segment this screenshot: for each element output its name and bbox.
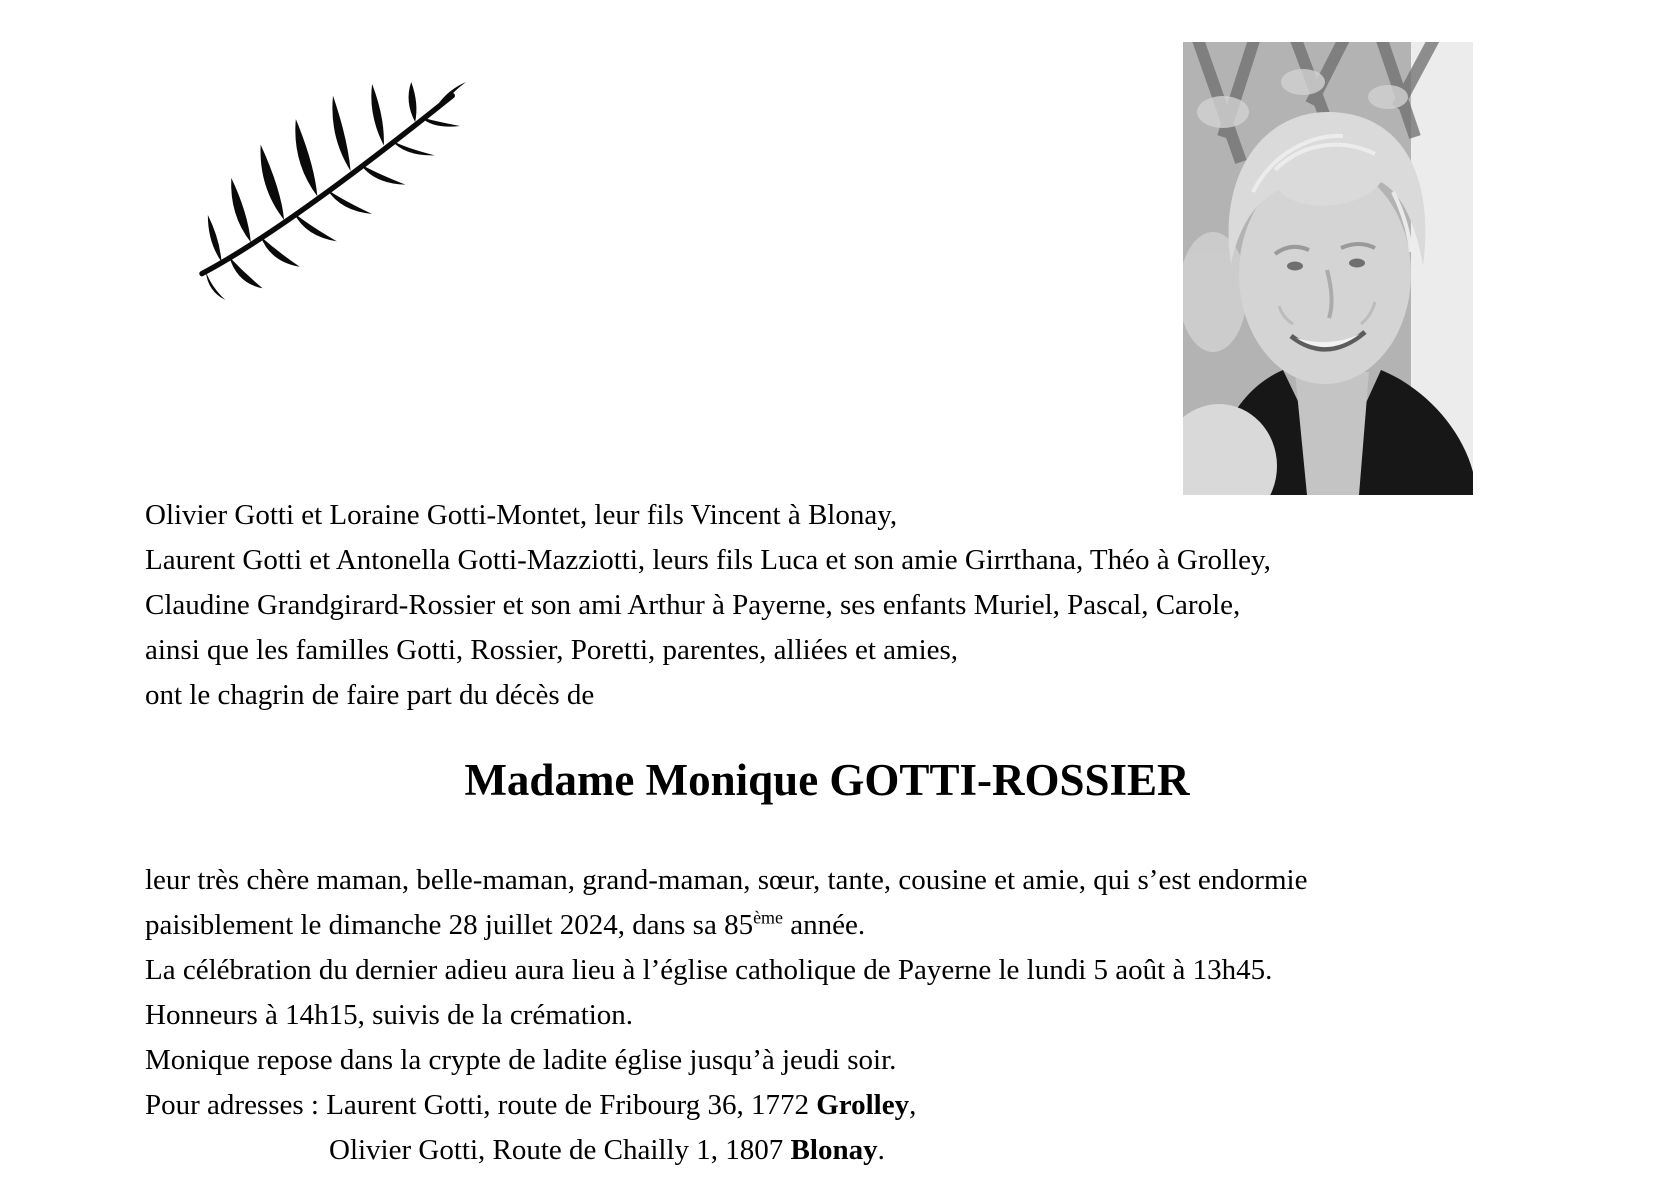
honors-line: Honneurs à 14h15, suivis de la crémation. <box>145 999 634 1031</box>
death-date-line <box>145 903 1307 948</box>
palm-branch-stem <box>202 96 452 274</box>
text-segment: paisiblement le dimanche 28 juillet 2024, dans sa 85 <box>145 909 754 941</box>
address-line-2 <box>145 1128 1307 1173</box>
deceased-name-title: Madame Monique GOTTI-ROSSIER <box>464 755 1190 805</box>
details-block <box>145 858 1307 1173</box>
text-segment: année. <box>783 909 866 941</box>
text-segment: . <box>877 1134 885 1166</box>
family-line-1: Olivier Gotti et Loraine Gotti-Montet, leur fils Vincent à Blonay, <box>145 499 898 531</box>
address-locality-bold: Grolley <box>816 1089 910 1121</box>
palm-branch-icon <box>196 82 470 302</box>
family-line-3: Claudine Grandgirard-Rossier et son ami Arthur à Payerne, ses enfants Muriel, Pascal, Carole, <box>145 589 1241 621</box>
portrait-photo <box>1183 42 1473 495</box>
crypt-line: Monique repose dans la crypte de ladite église jusqu’à jeudi soir. <box>145 1044 897 1076</box>
address-locality-bold: Blonay <box>790 1134 878 1166</box>
tribute-line: leur très chère maman, belle-maman, grand-maman, sœur, tante, cousine et amie, qui s’est endormie <box>145 864 1308 896</box>
photo-neck-chest <box>1295 372 1369 495</box>
palm-branch-leaves <box>202 82 466 300</box>
text-segment: Olivier Gotti, Route de Chailly 1, 1807 <box>329 1134 791 1166</box>
family-announcement <box>145 493 1271 718</box>
family-line-5: ont le chagrin de faire part du décès de <box>145 679 595 711</box>
family-line-4: ainsi que les familles Gotti, Rossier, Poretti, parentes, alliées et amies, <box>145 634 959 666</box>
ordinal-superscript: ème <box>753 907 784 928</box>
family-line-2: Laurent Gotti et Antonella Gotti-Mazziotti, leurs fils Luca et son amie Girrthana, Théo à Grolley, <box>145 544 1271 576</box>
text-segment: , <box>909 1089 917 1121</box>
portrait-photo-image <box>1183 42 1473 495</box>
ceremony-line: La célébration du dernier adieu aura lieu à l’église catholique de Payerne le lundi 5 août à 13h45. <box>145 954 1273 986</box>
text-segment: Pour adresses : Laurent Gotti, route de Fribourg 36, 1772 <box>145 1089 817 1121</box>
address-line-1 <box>145 1083 1307 1128</box>
